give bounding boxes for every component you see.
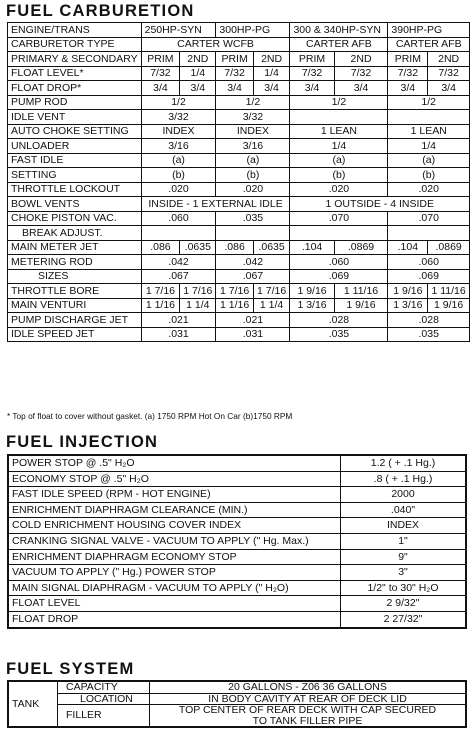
row-label: ENRICHMENT DIAPHRAGM ECONOMY STOP	[8, 549, 341, 565]
cell: 1 LEAN	[290, 124, 388, 139]
cell: 3/16	[216, 139, 290, 154]
row-label: BOWL VENTS	[8, 197, 142, 212]
cell: 3/4	[290, 81, 334, 96]
cell: 7/32	[216, 66, 253, 81]
filler-label: FILLER	[58, 705, 150, 728]
table-row	[8, 580, 466, 596]
cell: 3/4	[428, 81, 470, 96]
table-row	[8, 139, 470, 154]
cell	[216, 226, 290, 241]
header-300-340hp: 300 & 340HP-SYN	[290, 23, 388, 38]
capacity-value: 20 GALLONS - Z06 36 GALLONS	[150, 681, 467, 693]
cell: .028	[388, 313, 470, 328]
cell: .021	[141, 313, 216, 328]
cell: .0869	[334, 240, 388, 255]
system-table	[7, 680, 467, 728]
table-row	[8, 95, 470, 110]
row-label: FLOAT LEVEL*	[8, 66, 142, 81]
table-row	[8, 211, 470, 226]
cell: .035	[216, 211, 290, 226]
row-label: SIZES	[8, 269, 142, 284]
cell: 3/32	[141, 110, 216, 125]
cell: 1 7/16	[180, 284, 216, 299]
cell: 1/2	[290, 95, 388, 110]
cell	[290, 110, 388, 125]
row-label: MAIN METER JET	[8, 240, 142, 255]
header-label: ENGINE/TRANS	[8, 23, 142, 38]
cell: INDEX	[341, 518, 467, 534]
cell: PRIM	[141, 52, 180, 67]
cell: 1 3/16	[290, 298, 334, 313]
table-row	[8, 565, 466, 581]
cell: 1 11/16	[428, 284, 470, 299]
cell: .0635	[180, 240, 216, 255]
cell: .104	[290, 240, 334, 255]
cell: .8 ( + .1 Hg.)	[341, 471, 467, 487]
table-row	[8, 110, 470, 125]
cell: 1"	[341, 533, 467, 549]
table-row	[8, 549, 466, 565]
cell: 1 9/16	[388, 284, 428, 299]
row-label: CRANKING SIGNAL VALVE - VACUUM TO APPLY (" Hg. Max.)	[8, 533, 341, 549]
cell: 1 7/16	[253, 284, 290, 299]
table-row	[8, 168, 470, 183]
cell: .035	[388, 327, 470, 342]
cell: 1 9/16	[334, 298, 388, 313]
injection-table	[7, 454, 467, 629]
filler-value-line-1: TOP CENTER OF REAR DECK WITH CAP SECURED	[150, 705, 467, 716]
table-row	[8, 269, 470, 284]
cell: .020	[141, 182, 216, 197]
cell: 1 1/4	[180, 298, 216, 313]
header-250hp: 250HP-SYN	[141, 23, 216, 38]
cell: 1/4	[290, 139, 388, 154]
cell: 1/4	[388, 139, 470, 154]
cell: CARTER WCFB	[141, 37, 290, 52]
row-label: MAIN SIGNAL DIAPHRAGM - VACUUM TO APPLY (" H₂O)	[8, 580, 341, 596]
cell: 7/32	[290, 66, 334, 81]
cell: 9"	[341, 549, 467, 565]
cell: .035	[290, 327, 388, 342]
cell: (a)	[141, 153, 216, 168]
table-row	[8, 81, 470, 96]
cell: .0635	[253, 240, 290, 255]
table-row	[8, 693, 466, 705]
cell: 3/4	[141, 81, 180, 96]
carburetion-table	[7, 22, 470, 342]
cell: 1/4	[180, 66, 216, 81]
cell: 2 9/32"	[341, 596, 467, 612]
cell: 3/4	[216, 81, 253, 96]
cell: 3/4	[388, 81, 428, 96]
row-label: BREAK ADJUST.	[8, 226, 142, 241]
table-row	[8, 327, 470, 342]
tank-label: TANK	[8, 681, 58, 727]
row-label: FLOAT DROP*	[8, 81, 142, 96]
capacity-label: CAPACITY	[58, 681, 150, 693]
cell: .086	[141, 240, 180, 255]
cell: PRIM	[290, 52, 334, 67]
carburetion-title: FUEL CARBURETION	[6, 2, 195, 20]
table-row	[8, 52, 470, 67]
cell: .021	[216, 313, 290, 328]
table-row	[8, 284, 470, 299]
cell: CARTER AFB	[388, 37, 470, 52]
row-label: METERING ROD	[8, 255, 142, 270]
cell: 7/32	[141, 66, 180, 81]
cell: .020	[216, 182, 290, 197]
cell: (b)	[388, 168, 470, 183]
cell: .040"	[341, 502, 467, 518]
row-label: FAST IDLE	[8, 153, 142, 168]
cell: .070	[290, 211, 388, 226]
row-label: CARBURETOR TYPE	[8, 37, 142, 52]
cell: 3"	[341, 565, 467, 581]
cell: INDEX	[216, 124, 290, 139]
cell: (b)	[216, 168, 290, 183]
cell: 1 1/16	[216, 298, 253, 313]
cell: 3/4	[334, 81, 388, 96]
row-label: COLD ENRICHMENT HOUSING COVER INDEX	[8, 518, 341, 534]
cell: 2000	[341, 487, 467, 503]
cell: 3/4	[253, 81, 290, 96]
cell: 7/32	[334, 66, 388, 81]
cell: 1.2 ( + .1 Hg.)	[341, 455, 467, 471]
cell: .067	[216, 269, 290, 284]
table-row	[8, 255, 470, 270]
cell: (a)	[290, 153, 388, 168]
cell: 1/2	[216, 95, 290, 110]
cell: 3/16	[141, 139, 216, 154]
cell: 1 7/16	[141, 284, 180, 299]
cell: 1 1/16	[141, 298, 180, 313]
row-label: IDLE SPEED JET	[8, 327, 142, 342]
row-label: POWER STOP @ .5" H₂O	[8, 455, 341, 471]
cell: .086	[216, 240, 253, 255]
row-label: THROTTLE LOCKOUT	[8, 182, 142, 197]
table-row	[8, 182, 470, 197]
cell: 1/4	[253, 66, 290, 81]
cell: 1 9/16	[428, 298, 470, 313]
header-390hp: 390HP-PG	[388, 23, 470, 38]
table-row	[8, 502, 466, 518]
row-label: UNLOADER	[8, 139, 142, 154]
cell: 1 11/16	[334, 284, 388, 299]
cell: .042	[141, 255, 216, 270]
cell: 1 OUTSIDE - 4 INSIDE	[290, 197, 470, 212]
row-label: VACUUM TO APPLY (" Hg.) POWER STOP	[8, 565, 341, 581]
cell: .031	[216, 327, 290, 342]
footnote: * Top of float to cover without gasket. (a) 1750 RPM Hot On Car (b)1750 RPM	[7, 411, 293, 421]
table-row	[8, 611, 466, 627]
table-row	[8, 66, 470, 81]
cell: 2ND	[180, 52, 216, 67]
cell: .060	[388, 255, 470, 270]
cell: .0869	[428, 240, 470, 255]
cell: (b)	[290, 168, 388, 183]
cell: .042	[216, 255, 290, 270]
cell: PRIM	[216, 52, 253, 67]
row-label: ECONOMY STOP @ .5" H₂O	[8, 471, 341, 487]
table-row	[8, 124, 470, 139]
filler-value-line-2: TO TANK FILLER PIPE	[150, 716, 467, 728]
system-title: FUEL SYSTEM	[6, 660, 135, 678]
cell: 2ND	[428, 52, 470, 67]
cell	[141, 226, 216, 241]
cell: 1 9/16	[290, 284, 334, 299]
cell: 1 LEAN	[388, 124, 470, 139]
cell	[290, 226, 388, 241]
row-label: PRIMARY & SECONDARY	[8, 52, 142, 67]
cell: .031	[141, 327, 216, 342]
injection-title: FUEL INJECTION	[6, 433, 159, 451]
cell: (a)	[216, 153, 290, 168]
cell: .060	[141, 211, 216, 226]
cell: .069	[290, 269, 388, 284]
table-row	[8, 226, 470, 241]
table-row	[8, 487, 466, 503]
row-label: FLOAT DROP	[8, 611, 341, 627]
table-row	[8, 705, 466, 716]
cell: .020	[388, 182, 470, 197]
cell: .070	[388, 211, 470, 226]
table-row	[8, 596, 466, 612]
cell: 1/2	[388, 95, 470, 110]
row-label: AUTO CHOKE SETTING	[8, 124, 142, 139]
row-label: THROTTLE BORE	[8, 284, 142, 299]
cell: 1/2	[141, 95, 216, 110]
cell: (b)	[141, 168, 216, 183]
cell: 2ND	[253, 52, 290, 67]
row-label: FLOAT LEVEL	[8, 596, 341, 612]
cell: INSIDE - 1 EXTERNAL IDLE	[141, 197, 290, 212]
table-row	[8, 681, 466, 693]
row-label: CHOKE PISTON VAC.	[8, 211, 142, 226]
cell: 1 1/4	[253, 298, 290, 313]
cell: .069	[388, 269, 470, 284]
row-label: MAIN VENTURI	[8, 298, 142, 313]
table-row	[8, 518, 466, 534]
cell: .028	[290, 313, 388, 328]
table-row	[8, 153, 470, 168]
cell: 2 27/32"	[341, 611, 467, 627]
row-label: ENRICHMENT DIAPHRAGM CLEARANCE (MIN.)	[8, 502, 341, 518]
cell: 2ND	[334, 52, 388, 67]
cell	[388, 226, 470, 241]
table-row	[8, 197, 470, 212]
row-label: PUMP DISCHARGE JET	[8, 313, 142, 328]
table-row	[8, 471, 466, 487]
table-row	[8, 298, 470, 313]
cell: CARTER AFB	[290, 37, 388, 52]
cell: 1 3/16	[388, 298, 428, 313]
cell: PRIM	[388, 52, 428, 67]
cell: 7/32	[388, 66, 428, 81]
cell: 1/2" to 30" H₂O	[341, 580, 467, 596]
table-row	[8, 37, 470, 52]
cell: .060	[290, 255, 388, 270]
row-label: SETTING	[8, 168, 142, 183]
table-row	[8, 240, 470, 255]
cell	[388, 110, 470, 125]
cell: 1 7/16	[216, 284, 253, 299]
cell: .067	[141, 269, 216, 284]
row-label: IDLE VENT	[8, 110, 142, 125]
cell: INDEX	[141, 124, 216, 139]
cell: .104	[388, 240, 428, 255]
cell: 3/4	[180, 81, 216, 96]
cell: 7/32	[428, 66, 470, 81]
table-row	[8, 313, 470, 328]
location-label: LOCATION	[58, 693, 150, 705]
header-300hp: 300HP-PG	[216, 23, 290, 38]
table-row	[8, 23, 470, 38]
row-label: PUMP ROD	[8, 95, 142, 110]
cell: (a)	[388, 153, 470, 168]
cell: 3/32	[216, 110, 290, 125]
cell: .020	[290, 182, 388, 197]
row-label: FAST IDLE SPEED (RPM - HOT ENGINE)	[8, 487, 341, 503]
table-row	[8, 455, 466, 471]
location-value: IN BODY CAVITY AT REAR OF DECK LID	[150, 693, 467, 705]
table-row	[8, 533, 466, 549]
